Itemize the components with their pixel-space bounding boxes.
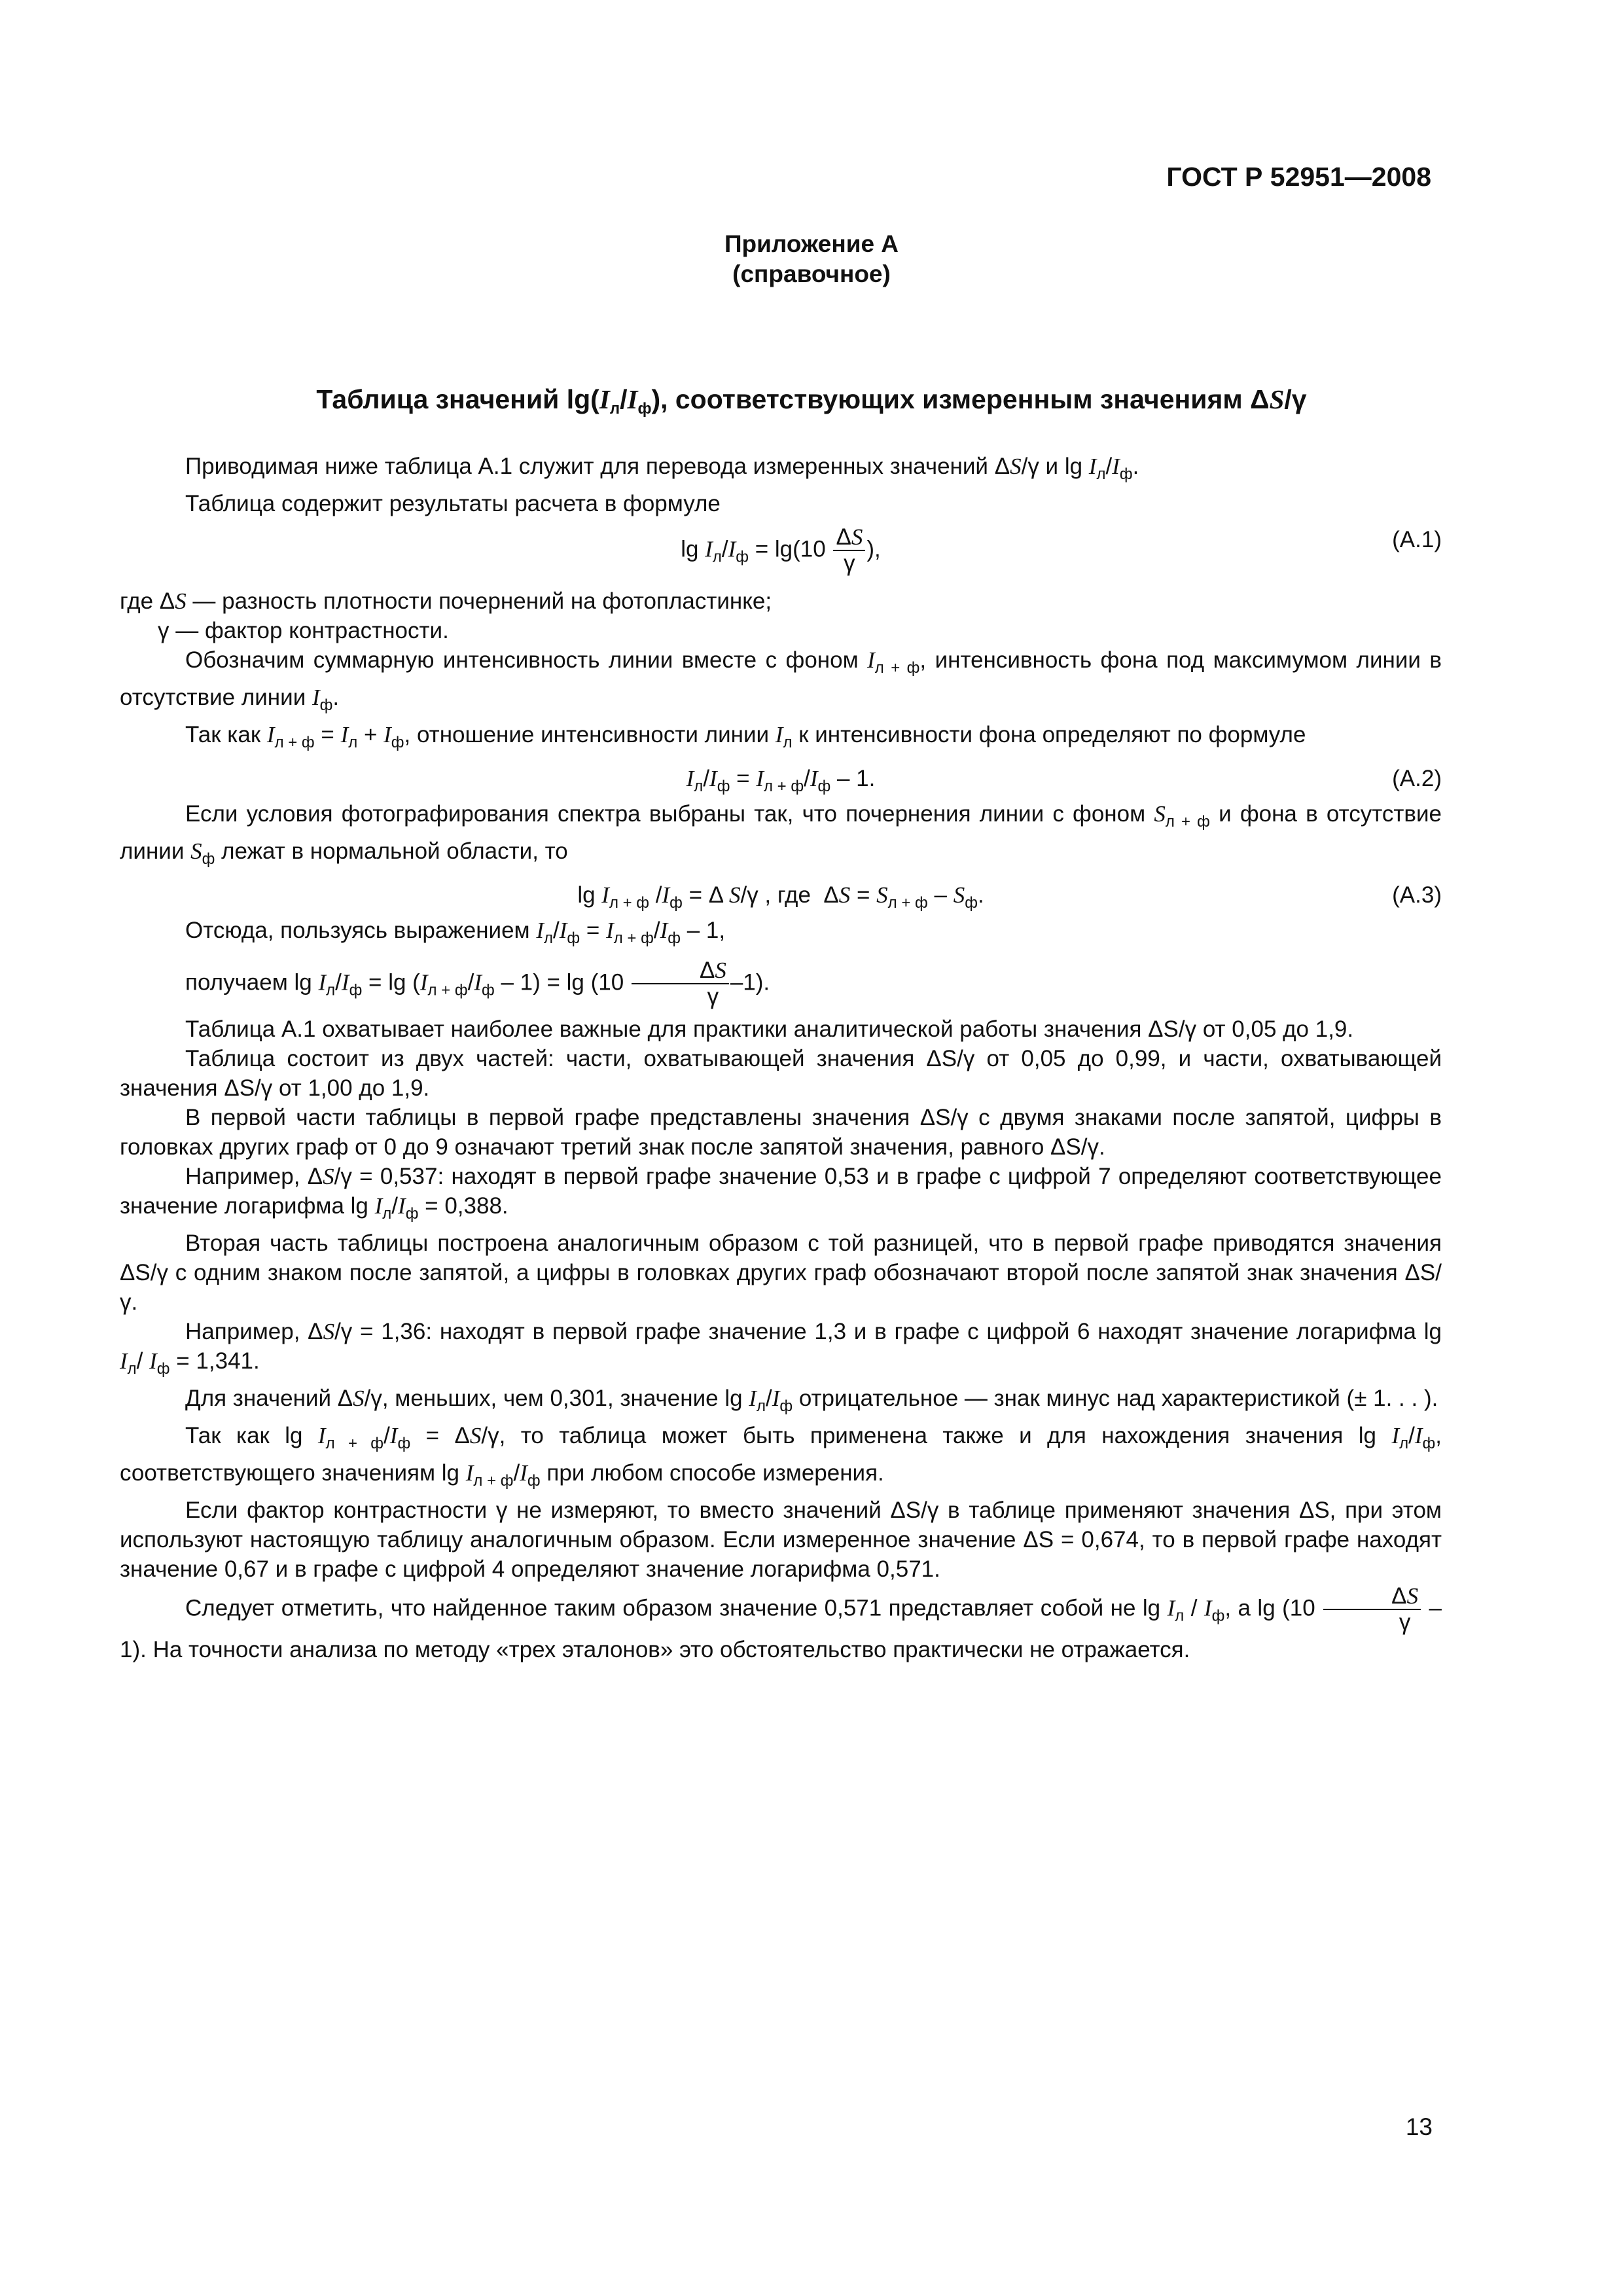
equation-number: (А.2): [1392, 766, 1442, 791]
paragraph: В первой части таблицы в первой графе представлены значения ΔS/γ с двумя знаками после запятой, цифры в головках других граф от 0 до 9 означают третий знак после запятой значения, равного ΔS/γ.: [120, 1105, 1442, 1160]
equation-number: (А.1): [1392, 527, 1442, 552]
paragraph: Если условия фотографирования спектра выбраны так, что почернения линии с фоном $S_{л + ф}$ и фона в отсутствие линии $S_ф$ лежат в нормальной области, то: [120, 801, 1442, 868]
equation-a2: $I_л/I_ф = I_{л + ф}/I_ф - 1$. (А.2): [120, 760, 1442, 797]
equation-number: (А.3): [1392, 882, 1442, 908]
document-body: [120, 452, 1442, 1664]
section-title: Таблица значений $\lg(I_л/I_ф)$, соответствующих измеренным значениям ΔS/γ: [316, 384, 1307, 418]
paragraph: Следует отметить, что найденное таким образом значение 0,571 представляет собой не $\lg I_л / I_ф$, а lg (10 $\frac{\Delta S}{\gamma}$ – 1). На точности анализа по методу «трех эталонов» это обстоятельство практически не отражается.: [120, 1583, 1442, 1662]
paragraph: Для значений ΔS/γ, меньших, чем 0,301, значение $\lg I_л/I_ф$ отрицательное — знак минус над характеристикой (± 1. . . ).: [185, 1386, 1438, 1415]
appendix-heading: [0, 229, 1623, 289]
paragraph: получаем $\lg I_л/I_ф = \lg (I_{л + ф}/I_ф - 1) = \lg (10$ $\frac{\Delta S}{\gamma}$ –1).: [185, 958, 770, 1009]
paragraph: Таблица содержит результаты расчета в формуле: [185, 491, 721, 516]
paragraph: Таблица А.1 охватывает наиболее важные для практики аналитической работы значения ΔS/γ от 0,05 до 1,9.: [185, 1016, 1354, 1042]
appendix-title: Приложение А: [724, 230, 899, 257]
paragraph: Так как $\lg I_{л + ф}/I_ф = \Delta S/\gamma$, то таблица может быть применена также и для нахождения значения $\lg I_л/I_ф$, соответствующего значениям $\lg I_{л + ф}/I_ф$ при любом способе измерения.: [120, 1423, 1442, 1490]
definition-gamma: γ — фактор контрастности.: [158, 618, 449, 643]
paragraph: Например, ΔS/γ = 1,36: находят в первой графе значение 1,3 и в графе с цифрой 6 находят значение логарифма $\lg I_л/$ $I_ф = 1,341$.: [120, 1319, 1442, 1378]
paragraph: Так как $I_{л + ф} = I_л + I_ф$, отношение интенсивности линии $I_л$ к интенсивности фона определяют по формуле: [185, 722, 1306, 751]
equation-a1: $\lg I_л/I_ф = \lg(10$ $\frac{\Delta S}{\gamma}$ ), (А.1): [681, 524, 1442, 576]
appendix-type: (справочное): [732, 260, 891, 287]
standard-number: ГОСТ Р 52951—2008: [1166, 162, 1431, 192]
paragraph: Таблица состоит из двух частей: части, охватывающей значения ΔS/γ от 0,05 до 0,99, и части, охватывающей значения ΔS/γ от 1,00 до 1,9.: [120, 1046, 1442, 1101]
page-number: 13: [1405, 2113, 1433, 2140]
definition-ds: где ΔS — разность плотности почернений на фотопластинке;: [120, 588, 772, 614]
paragraph: Например, ΔS/γ = 0,537: находят в первой графе значение 0,53 и в графе с цифрой 7 определяют соответствующее значение логарифма $\lg I_л/I_ф = 0,388$.: [120, 1164, 1442, 1223]
paragraph: Отсюда, пользуясь выражением $I_л/I_ф = I_{л + ф}/I_ф - 1$,: [185, 918, 726, 947]
paragraph: Обозначим суммарную интенсивность линии вместе с фоном $I_{л + ф}$, интенсивность фона под максимумом линии в отсутствие линии $I_ф$.: [120, 647, 1442, 714]
paragraph: Приводимая ниже таблица А.1 служит для перевода измеренных значений ΔS/γ и $\lg I_л/I_ф$.: [185, 454, 1139, 483]
paragraph: Вторая часть таблицы построена аналогичным образом с той разницей, что в первой графе приводятся значения ΔS/γ с одним знаком после запятой, а цифры в головках других граф обозначают второй после запятой знак значения ΔS/γ.: [120, 1230, 1442, 1315]
equation-a3: $\lg I_{л + ф}$ $/I_ф = \Delta$ S/γ , где $\Delta S = S_{л + ф} - S_ф$. (А.3): [120, 876, 1442, 913]
paragraph: Если фактор контрастности γ не измеряют, то вместо значений ΔS/γ в таблице применяют значения ΔS, при этом используют настоящую таблицу аналогичным образом. Если измеренное значение ΔS = 0,674, то в первой графе находят значение 0,67 и в графе с цифрой 4 определяют значение логарифма 0,571.: [120, 1498, 1442, 1582]
